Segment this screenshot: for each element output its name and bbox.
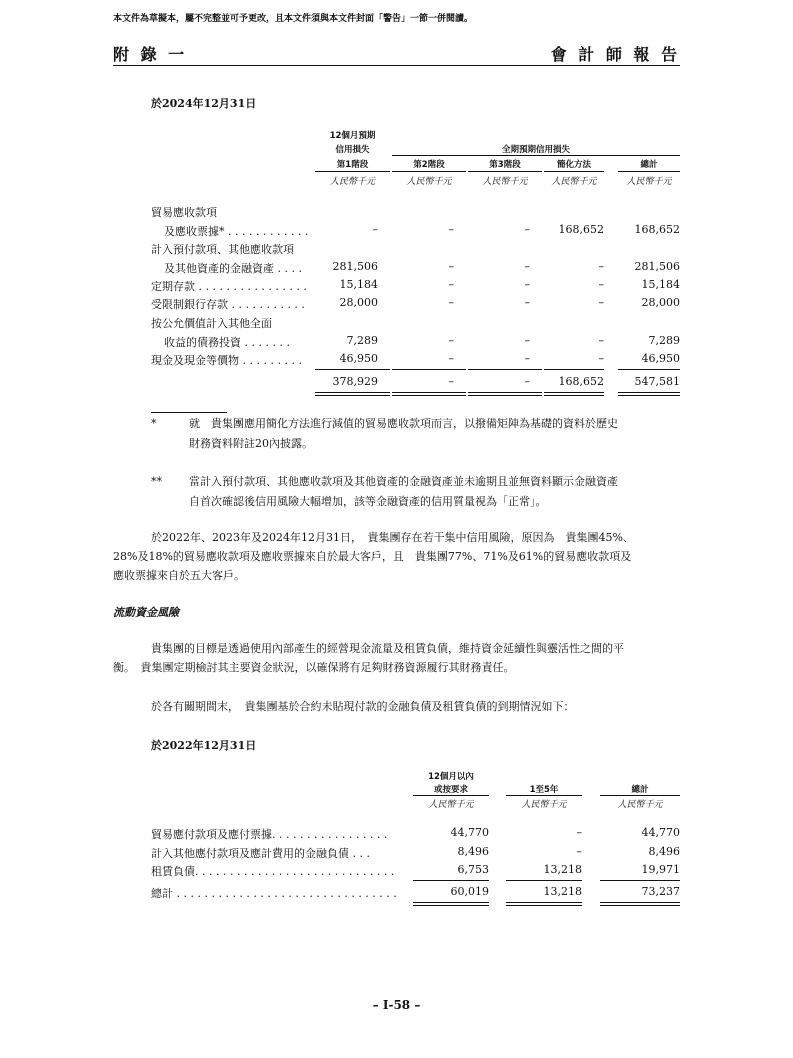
cell: 44,770 [641, 826, 680, 839]
cell: – [524, 352, 530, 365]
cell: – [448, 352, 454, 365]
row-label: 定期存款 . . . . . . . . . . . . . . . . [151, 280, 307, 293]
col-1-to-5y: 1至5年 [529, 785, 559, 795]
cell: – [598, 278, 604, 291]
paragraph-text: 於2022年、2023年及2024年12月31日， 貴集團存在若干集中信用風險，原因為 貴集團45%、 [151, 531, 634, 544]
cell: 15,184 [339, 278, 378, 291]
cell: – [576, 826, 582, 839]
cell: 7,289 [346, 334, 378, 347]
row-label: 計入預付款項、其他應收款項 [151, 243, 294, 256]
unit-label: 人民幣千元 [482, 177, 528, 187]
total-cell: – [448, 375, 454, 388]
unit-label: 人民幣千元 [551, 177, 597, 187]
row-label: 計入其他應付款項及應計費用的金融負債 . . . [151, 847, 370, 860]
cell: 281,506 [634, 260, 680, 273]
paragraph-text: 衡。 貴集團定期檢討其主要資金狀況，以確保將有足夠財務資源履行其財務責任。 [113, 661, 515, 674]
cell: – [524, 296, 530, 309]
cell: – [524, 334, 530, 347]
total-cell: – [524, 375, 530, 388]
draft-warning: 本文件為草擬本，屬不完整並可予更改，且本文件須與本文件封面「警告」一節一併閱讀。 [113, 14, 474, 24]
row-label: 收益的債務投資 . . . . . . . [164, 336, 290, 349]
unit-label: 人民幣千元 [428, 800, 474, 810]
cell: 28,000 [339, 296, 378, 309]
paragraph-text: 貴集團的目標是透過使用內部產生的經營現金流量及租賃負債，維持資金延續性與靈活性之間的平 [151, 642, 624, 655]
cell: – [524, 223, 530, 236]
footnote-mark: * [151, 417, 157, 430]
total-cell: 60,019 [450, 885, 489, 898]
report-title: 會 計 師 報 告 [550, 45, 680, 64]
appendix-title: 附 錄 一 [113, 45, 188, 64]
cell: – [598, 352, 604, 365]
row-label: 受限制銀行存款 . . . . . . . . . . . [151, 298, 305, 311]
row-label: 現金及現金等價物 . . . . . . . . . [151, 354, 302, 367]
total-cell: 378,929 [332, 375, 378, 388]
stage1-head-line2: 信用損失 [335, 145, 370, 155]
cell: – [448, 223, 454, 236]
row-label: 貿易應收款項 [151, 206, 217, 219]
cell: 46,950 [641, 352, 680, 365]
unit-label: 人民幣千元 [521, 800, 567, 810]
cell: 168,652 [634, 223, 680, 236]
footnote-text: 就 貴集團應用簡化方法進行減值的貿易應收款項而言，以撥備矩陣為基礎的資料於歷史 [189, 417, 618, 430]
cell: – [448, 260, 454, 273]
total-cell: 547,581 [634, 375, 680, 388]
footnote-rule [151, 412, 227, 413]
cell: – [598, 260, 604, 273]
cell: – [598, 296, 604, 309]
col-within-12m-line1: 12個月以內 [428, 772, 474, 782]
paragraph-text: 應收票據來自於五大客戶。 [113, 569, 245, 582]
total-cell: 13,218 [543, 885, 582, 898]
cell: 15,184 [641, 278, 680, 291]
paragraph-text: 28%及18%的貿易應收款項及應收票據來自於最大客戶，且 貴集團77%、71%及61%的貿易應收款項及 [113, 550, 632, 563]
col-total: 總計 [640, 160, 658, 170]
row-label: 貿易應付款項及應付票據. . . . . . . . . . . . . . . . . [151, 828, 388, 841]
total-cell: 168,652 [558, 375, 604, 388]
lifetime-ecl-head: 全期預期信用損失 [501, 145, 570, 155]
footnote-text: 當計入預付款項、其他應收款項及其他資產的金融資產並未逾期且並無資料顯示金融資產 [189, 475, 618, 488]
footnote-text: 自首次確認後信用風險大幅增加，該等金融資產的信用質量視為「正常」。 [189, 495, 547, 508]
cell: – [524, 278, 530, 291]
cell: – [448, 296, 454, 309]
cell: 8,496 [457, 845, 489, 858]
header-rule [113, 65, 680, 66]
unit-label: 人民幣千元 [329, 177, 375, 187]
footnote-mark: ** [151, 475, 162, 488]
col-stage2: 第2階段 [413, 160, 445, 170]
cell: – [524, 260, 530, 273]
cell: 46,950 [339, 352, 378, 365]
table2-date: 於2022年12月31日 [151, 739, 257, 752]
stage1-head-line1: 12個月預期 [329, 131, 376, 141]
cell: – [448, 278, 454, 291]
row-label: 及其他資產的金融資產 . . . . [164, 262, 302, 275]
unit-label: 人民幣千元 [617, 800, 663, 810]
cell: 13,218 [543, 863, 582, 876]
page-number: – I-58 – [372, 998, 421, 1012]
cell: 168,652 [558, 223, 604, 236]
col-simplified: 簡化方法 [556, 160, 591, 170]
paragraph-text: 於各有關期間末， 貴集團基於合約未貼現付款的金融負債及租賃負債的到期情況如下： [151, 700, 575, 713]
footnote-text: 財務資料附註20內披露。 [189, 437, 313, 450]
section-title: 流動資金風險 [113, 606, 179, 619]
cell: – [598, 334, 604, 347]
row-label: 租賃負債. . . . . . . . . . . . . . . . . . . . . . . . . . . . . [151, 865, 395, 878]
row-label: 按公允價值計入其他全面 [151, 317, 272, 330]
cell: 6,753 [457, 863, 489, 876]
cell: 28,000 [641, 296, 680, 309]
cell: – [372, 223, 378, 236]
cell: 44,770 [450, 826, 489, 839]
col-stage1: 第1階段 [336, 160, 369, 170]
col-total: 總計 [631, 785, 649, 795]
cell: 8,496 [648, 845, 680, 858]
unit-label: 人民幣千元 [406, 177, 452, 187]
cell: – [576, 845, 582, 858]
col-within-12m-line2: 或按要求 [433, 785, 468, 795]
col-stage3: 第3階段 [489, 160, 521, 170]
cell: – [448, 334, 454, 347]
table1-date: 於2024年12月31日 [151, 97, 257, 110]
cell: 7,289 [648, 334, 680, 347]
total-label: 總計 . . . . . . . . . . . . . . . . . . . . . . . . . . . . . . . . [151, 887, 397, 900]
cell: 19,971 [641, 863, 680, 876]
unit-label: 人民幣千元 [626, 177, 672, 187]
total-cell: 73,237 [641, 885, 680, 898]
row-label: 及應收票據* . . . . . . . . . . . . [164, 225, 309, 238]
cell: 281,506 [332, 260, 378, 273]
